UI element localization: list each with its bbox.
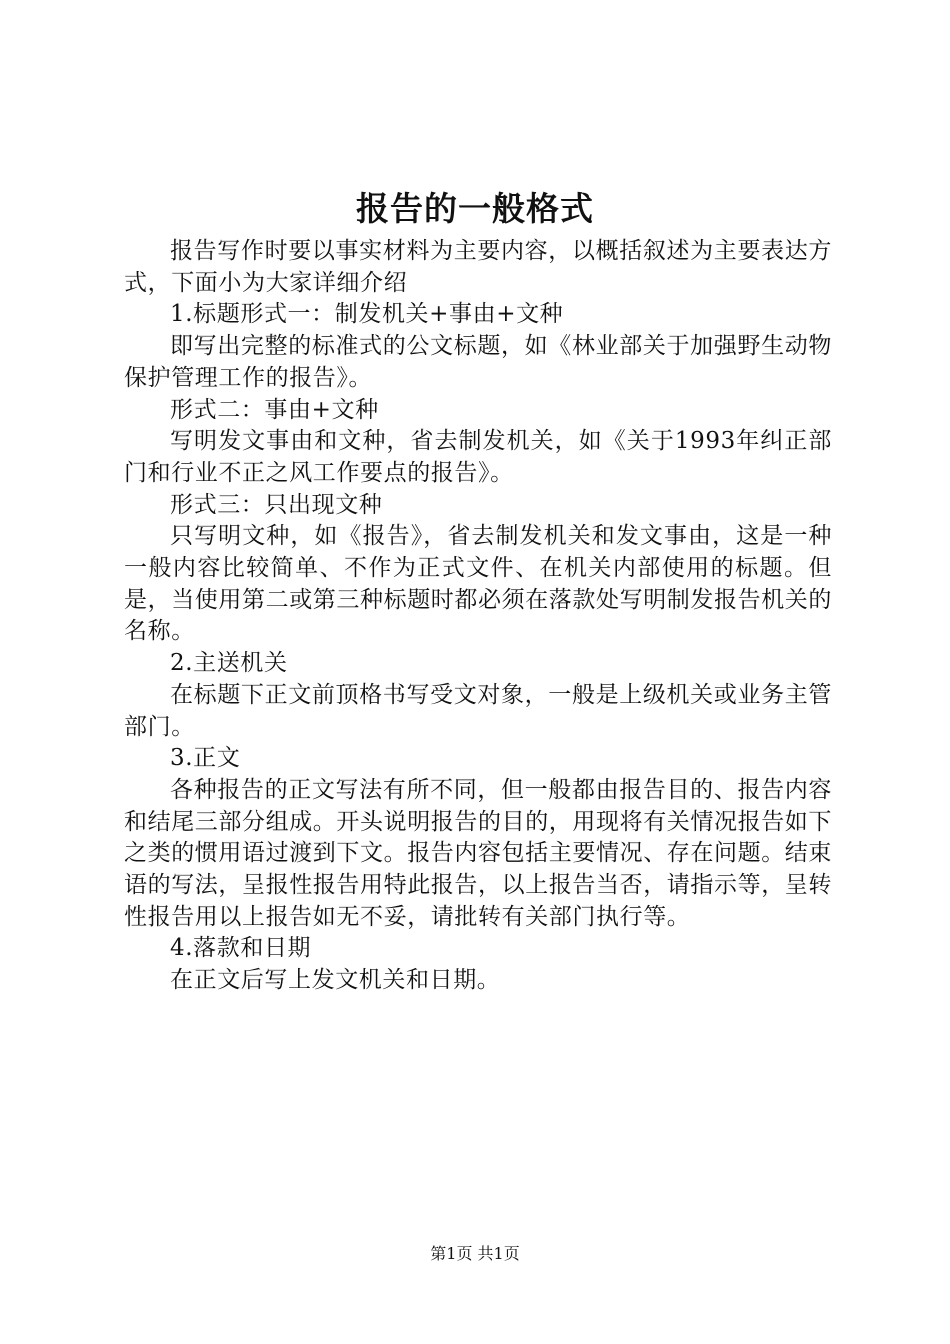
paragraph-title-form-three-detail: 只写明文种，如《报告》，省去制发机关和发文事由，这是一种一般内容比较简单、不作为正式文件、在机关内部使用的标题。但是，当使用第二或第三种标题时都必须在落款处写明制发报告机关的名称。 xyxy=(124,523,832,645)
paragraph-heading-title-form-three: 形式三：只出现文种 xyxy=(170,491,383,518)
paragraph-heading-title-form-one: 1.标题形式一：制发机关+事由+文种 xyxy=(170,301,564,328)
document-title: 报告的一般格式 xyxy=(356,189,594,228)
paragraph-heading-recipient: 2.主送机关 xyxy=(170,650,288,677)
paragraph-heading-main-text: 3.正文 xyxy=(170,745,241,772)
document-body xyxy=(124,236,832,997)
paragraph-signature-date-detail: 在正文后写上发文机关和日期。 xyxy=(170,967,501,994)
paragraph-title-form-two-detail: 写明发文事由和文种，省去制发机关，如《关于1993年纠正部门和行业不正之风工作要点的报告》。 xyxy=(124,428,832,486)
paragraph-main-text-detail: 各种报告的正文写法有所不同，但一般都由报告目的、报告内容和结尾三部分组成。开头说明报告的目的，用现将有关情况报告如下之类的惯用语过渡到下文。报告内容包括主要情况、存在问题。结束语的写法，呈报性报告用特此报告，以上报告当否，请指示等，呈转性报告用以上报告如无不妥，请批转有关部门执行等。 xyxy=(124,776,832,930)
paragraph-heading-title-form-two: 形式二：事由+文种 xyxy=(170,396,379,423)
paragraph-title-form-one-detail: 即写出完整的标准式的公文标题，如《林业部关于加强野生动物保护管理工作的报告》。 xyxy=(124,333,832,391)
page-footer: 第1页 共1页 xyxy=(430,1244,520,1263)
paragraph-recipient-detail: 在标题下正文前顶格书写受文对象，一般是上级机关或业务主管部门。 xyxy=(124,681,832,740)
paragraph-intro: 报告写作时要以事实材料为主要内容，以概括叙述为主要表达方式，下面小为大家详细介绍 xyxy=(124,238,832,296)
paragraph-heading-signature-date: 4.落款和日期 xyxy=(170,935,312,962)
